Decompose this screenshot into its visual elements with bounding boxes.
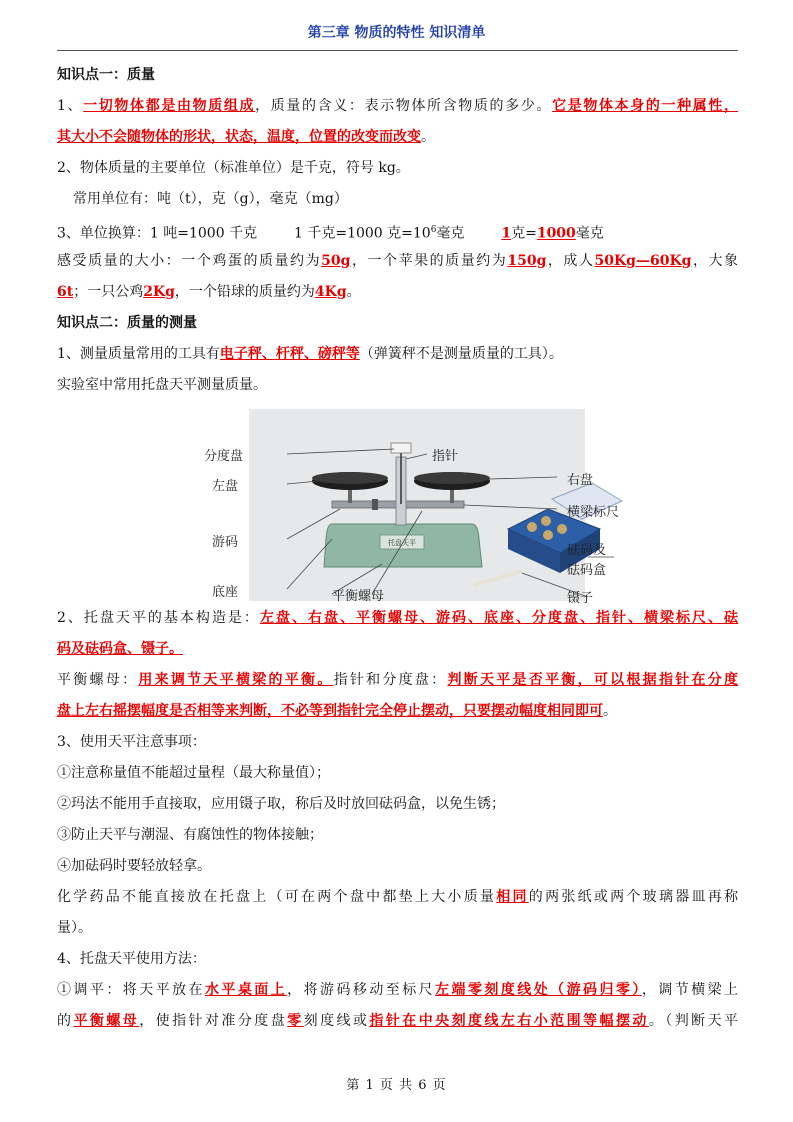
body-text: 平衡螺母：: [57, 672, 139, 688]
body-text: ；一只公鸡: [73, 284, 144, 300]
highlight-text: 它是物体本身的一种属性，: [552, 98, 739, 114]
body-text: ①调平：将天平放在: [57, 982, 205, 998]
body-text: 1、测量质量常用的工具有: [57, 346, 220, 362]
leader-line: [464, 505, 557, 509]
body-text: 2、托盘天平的基本构造是：: [57, 610, 260, 626]
highlight-text: 用来调节天平横梁的平衡。: [138, 672, 334, 688]
highlight-text: 其大小不会随物体的形状，状态，温度，位置的改变而改变: [57, 129, 421, 145]
label-fendupan: 分度盘: [204, 449, 244, 464]
balance-illustration: [182, 409, 745, 601]
label-zhizhen: 指针: [432, 449, 459, 464]
label-fama-1: 砝码及: [567, 543, 607, 558]
label-youpan: 右盘: [567, 473, 594, 488]
paragraph-7-line-2: [57, 634, 738, 665]
page-footer: 第 1 页 共 6 页: [346, 1078, 447, 1093]
highlight-text: 相同: [496, 889, 529, 905]
highlight-text: 判断天平是否平衡，可以根据指针在分度: [447, 672, 739, 688]
paragraph-12-line-2: [57, 1006, 738, 1037]
paragraph-8-line-1: [57, 665, 738, 696]
body-text: ，调节横梁上: [641, 982, 739, 998]
list-item: ①注意称量值不能超过量程（最大称量值）；: [57, 765, 330, 781]
body-text: 刻度线或: [303, 1013, 370, 1029]
paragraph-4-line-2: [57, 277, 738, 308]
paragraph-11-title: 4、托盘天平使用方法：: [57, 951, 206, 967]
list-item: ④加砝码时要轻放轻拿。: [57, 858, 211, 874]
rider: [372, 499, 378, 510]
body-text: （弹簧秤不是测量质量的工具）。: [359, 346, 563, 362]
tweezers-shape: [474, 571, 522, 585]
label-fama-2: 砝码盒: [567, 563, 607, 578]
body-text: 3、单位换算：1 吨=1000 千克: [57, 225, 258, 242]
label-youma: 游码: [212, 535, 239, 550]
body-text: 。: [421, 129, 435, 145]
label-niezi: 镊子: [567, 591, 594, 606]
highlight-text: 50Kg—60Kg: [594, 253, 692, 269]
weight-piece: [527, 522, 537, 532]
right-pan-rim: [414, 472, 490, 484]
highlight-text: 1000: [536, 225, 576, 242]
body-text: ，一个苹果的质量约为: [350, 253, 508, 269]
body-text: ，质量的含义：表示物体所含物质的多少。: [255, 98, 553, 114]
list-number: 1、: [57, 98, 84, 114]
base-label-text: 托盘天平: [388, 539, 416, 547]
section-heading-1: 知识点一：质量: [57, 67, 155, 83]
highlight-text: 2Kg: [143, 284, 175, 300]
paragraph-12-line-1: [57, 975, 738, 1006]
highlight-text: 6t: [57, 284, 74, 300]
highlight-text: 50g: [321, 253, 351, 269]
document-body: [57, 60, 738, 1037]
paragraph-8-line-2: [57, 696, 738, 727]
weight-piece: [541, 516, 551, 526]
highlight-text: 指针在中央刻度线左右小范围等幅摆动: [369, 1013, 649, 1029]
body-text: 的: [57, 1013, 74, 1029]
highlight-text: 盘上左右摇摆幅度是否相等来判断，不必等到指针完全停止摆动，只要摆动幅度相同即可: [57, 703, 603, 719]
paragraph-4-line-1: [57, 246, 738, 277]
body-text: 。（判断天平: [648, 1013, 739, 1029]
balance-figure: [182, 409, 745, 606]
list-item: ②玛法不能用手直接取，应用镊子取，称后及时放回砝码盒，以免生锈；: [57, 796, 505, 812]
body-text: 的两张纸或两个玻璃器皿再称: [528, 889, 739, 905]
highlight-text: 150g: [507, 253, 547, 269]
header-divider: [57, 50, 738, 51]
paragraph-1-line-2: [57, 122, 738, 153]
body-text: 毫克: [436, 225, 465, 242]
paragraph-5: [57, 339, 738, 370]
weight-piece: [543, 530, 553, 540]
leader-line: [490, 477, 557, 479]
label-pingheng: 平衡螺母: [332, 589, 385, 604]
paragraph-2-line-1: 2、物体质量的主要单位（标准单位）是千克，符号 kg。: [57, 160, 410, 176]
body-text: 感受质量的大小：一个鸡蛋的质量约为: [57, 253, 322, 269]
paragraph-2-line-2: 常用单位有：吨（t），克（g），毫克（mg）: [73, 191, 348, 207]
highlight-text: 水平桌面上: [204, 982, 288, 998]
body-text: ，成人: [546, 253, 595, 269]
section-heading-2: 知识点二：质量的测量: [57, 315, 197, 331]
scale-dial: [391, 443, 411, 453]
leader-line: [287, 449, 394, 454]
label-dizuo: 底座: [212, 585, 239, 600]
body-text: ，将游码移动至标尺: [287, 982, 436, 998]
paragraph-10-line-2: 量）。: [57, 920, 92, 936]
body-text: 1 千克=1000 克=10: [293, 225, 431, 242]
superscript: 6: [430, 225, 437, 235]
highlight-text: 左端零刻度线处（游码归零）: [435, 982, 642, 998]
highlight-text: 零: [287, 1013, 304, 1029]
body-text: ，一个铅球的质量约为: [174, 284, 315, 300]
paragraph-10-line-1: [57, 882, 738, 913]
highlight-text: 码及砝码盒、镊子。: [57, 641, 183, 657]
weight-piece: [557, 524, 567, 534]
highlight-text: 电子秤、杆秤、磅秤等: [219, 346, 360, 362]
highlight-text: 平衡螺母: [73, 1013, 140, 1029]
highlight-text: 4Kg: [314, 284, 347, 300]
paragraph-6: 实验室中常用托盘天平测量质量。: [57, 377, 267, 393]
paragraph-7-line-1: [57, 603, 738, 634]
paragraph-3: [57, 215, 738, 246]
highlight-text: 一切物体都是由物质组成: [83, 98, 256, 114]
body-text: ，使指针对准分度盘: [139, 1013, 288, 1029]
body-text: 。: [346, 284, 361, 300]
body-text: 克=: [511, 225, 537, 242]
body-text: 指针和分度盘：: [333, 672, 448, 688]
label-hengliang: 横梁标尺: [567, 505, 620, 520]
page-title: 第三章 物质的特性 知识清单: [307, 25, 486, 41]
body-text: 毫克: [575, 225, 604, 242]
body-text: 。: [603, 703, 617, 719]
label-zuopan: 左盘: [212, 479, 239, 494]
leader-line: [406, 454, 427, 459]
list-item: ③防止天平与潮湿、有腐蚀性的物体接触；: [57, 827, 323, 843]
highlight-text: 1: [501, 225, 512, 242]
left-pan-rim: [312, 472, 388, 484]
body-text: ，大象: [691, 253, 739, 269]
paragraph-1-line-1: [57, 91, 738, 122]
body-text: 化学药品不能直接放在托盘上（可在两个盘中都垫上大小质量: [57, 889, 497, 905]
highlight-text: 左盘、右盘、平衡螺母、游码、底座、分度盘、指针、横梁标尺、砝: [259, 610, 738, 626]
paragraph-9-title: 3、使用天平注意事项：: [57, 734, 206, 750]
figure-row: [57, 401, 738, 606]
